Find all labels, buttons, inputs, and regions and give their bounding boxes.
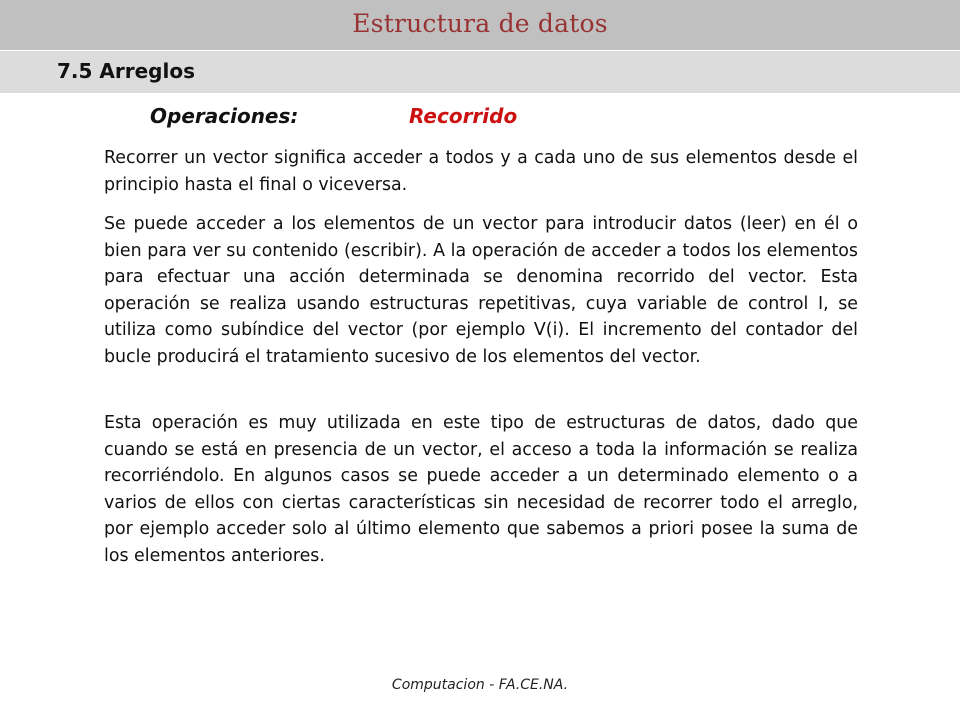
operations-value: Recorrido	[409, 104, 518, 128]
section-heading: 7.5 Arreglos	[57, 59, 195, 83]
paragraph-usage: Esta operación es muy utilizada en este tipo de estructuras de datos, dado que cuando se está en presencia de un vector, el acceso a toda la información se realiza recorriéndolo. En algunos casos se puede acceder a un determinado elemento o a varios de ellos con ciertas características sin necesidad de recorrer todo el arreglo, por ejemplo acceder solo al último elemento que sabemos a priori posee la suma de los elementos anteriores.	[104, 413, 858, 566]
paragraph-explanation: Se puede acceder a los elementos de un vector para introducir datos (leer) en él o bien para ver su contenido (escribir). A la operación de acceder a todos los elementos para efectuar una acción determinada se denomina recorrido del vector. Esta operación se realiza usando estructuras repetitivas, cuya variable de control I, se utiliza como subíndice del vector (por ejemplo V(i). El incremento del contador del bucle producirá el tratamiento sucesivo de los elementos del vector.	[104, 214, 858, 367]
operations-label: Operaciones:	[150, 104, 299, 128]
paragraph-definition: Recorrer un vector significa acceder a todos y a cada uno de sus elementos desde el principio hasta el final o viceversa.	[104, 148, 858, 195]
slide-title: Estructura de datos	[352, 9, 608, 38]
footer-text: Computacion - FA.CE.NA.	[391, 677, 569, 693]
